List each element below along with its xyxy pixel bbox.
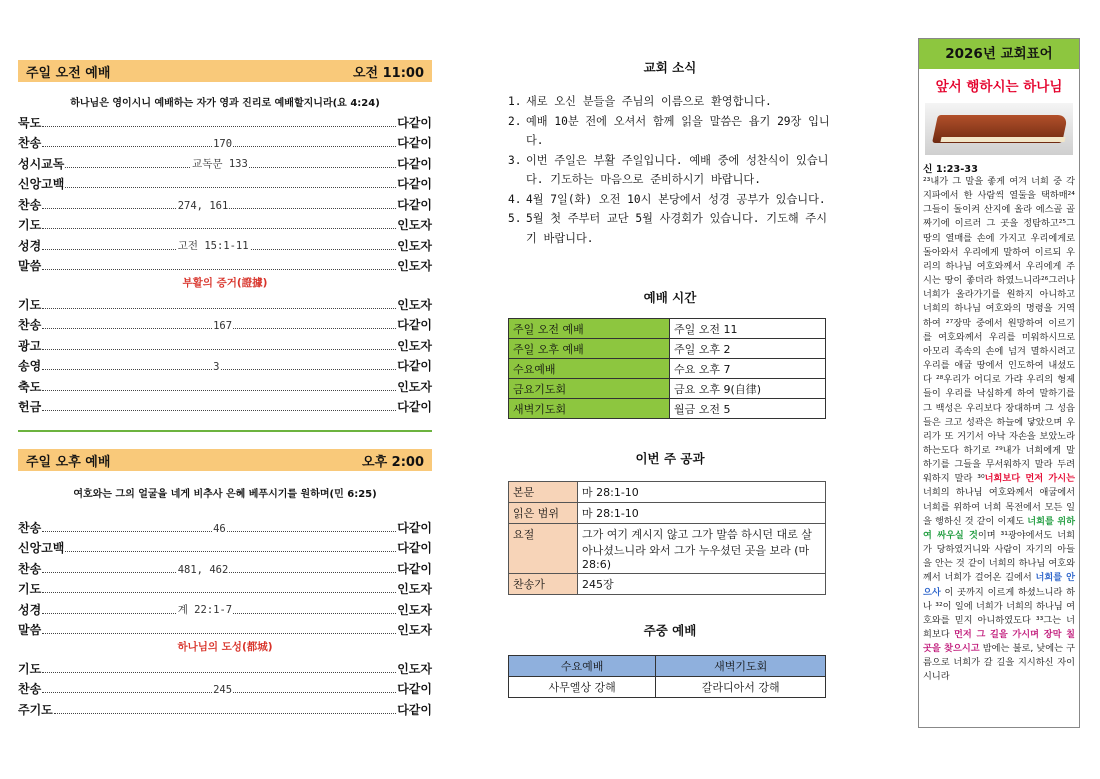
schedule-row [509, 399, 826, 419]
order-label: 성시교독 [18, 156, 65, 171]
news-number: 4. [508, 192, 522, 206]
order-label: 찬송 [18, 682, 42, 696]
dot-leader [42, 138, 396, 150]
lesson-row [509, 503, 826, 524]
weekday-value-dawn: 갈라디아서 강해 [656, 677, 826, 698]
order-leader: 인도자 [397, 218, 432, 232]
afternoon-order-list-1 [18, 515, 432, 638]
order-row [18, 213, 432, 234]
dot-leader [42, 409, 396, 411]
dot-leader [42, 684, 396, 696]
motto-panel [918, 38, 1080, 728]
afternoon-service-title: 주일 오후 예배 [26, 454, 111, 470]
scripture-reference: 신 1:23-33 [923, 164, 978, 175]
order-label: 말씀 [18, 623, 42, 637]
weekday-header-dawn: 새벽기도회 [656, 656, 826, 677]
news-item [508, 190, 832, 210]
order-leader: 인도자 [397, 623, 432, 637]
order-label: 축도 [18, 379, 42, 394]
order-label: 헌금 [18, 400, 42, 414]
order-label: 찬송 [18, 197, 42, 212]
schedule-time: 수요 오후 7 [670, 359, 826, 379]
afternoon-verse: 여호와는 그의 얼굴을 네게 비추사 은혜 베푸시기를 원하며(민 6:25) [73, 489, 377, 500]
schedule-row [509, 359, 826, 379]
news-item [508, 92, 832, 112]
dot-leader [42, 389, 396, 391]
news-item [508, 209, 832, 248]
order-label: 말씀 [18, 259, 42, 273]
news-text: 5월 첫 주부터 교단 5월 사경회가 있습니다. 기도해 주시기 바랍니다. [526, 212, 828, 245]
order-detail: 274, 161 [177, 199, 229, 212]
order-leader: 인도자 [397, 338, 432, 353]
dot-leader [42, 563, 396, 576]
lesson-key: 찬송가 [509, 574, 578, 595]
order-label: 송영 [18, 359, 42, 373]
schedule-title: 예배 시간 [643, 290, 697, 305]
order-row [18, 697, 432, 718]
lesson-key: 읽은 범위 [509, 503, 578, 524]
order-row [18, 577, 432, 598]
order-leader: 다같이 [397, 177, 432, 191]
lesson-key: 요절 [509, 524, 578, 574]
order-leader: 다같이 [397, 682, 432, 696]
order-detail: 계 22:1-7 [177, 603, 233, 616]
weekday-value-wednesday: 사무엘상 강해 [509, 677, 656, 698]
order-row [18, 515, 432, 536]
dot-leader [42, 320, 396, 332]
order-detail: 481, 462 [177, 563, 229, 576]
order-leader: 인도자 [397, 602, 432, 617]
news-item [508, 151, 832, 190]
scripture-text [923, 175, 1075, 685]
order-leader: 다같이 [397, 520, 432, 535]
news-title: 교회 소식 [643, 60, 697, 75]
dot-leader [54, 712, 396, 714]
order-leader: 다같이 [397, 541, 432, 555]
lesson-title: 이번 주 공과 [635, 451, 705, 466]
order-row [18, 233, 432, 254]
order-leader: 다같이 [397, 359, 432, 373]
section-divider [18, 430, 432, 432]
order-detail: 고전 15:1-11 [177, 239, 249, 252]
scripture-highlight-4: 먼저 그 길을 가시며 장막 칠 곳을 찾으시고 [923, 629, 1076, 655]
dot-leader [42, 603, 396, 616]
order-row [18, 536, 432, 557]
dot-leader [65, 550, 396, 552]
order-row [18, 618, 432, 639]
motto-year-title: 2026년 교회표어 [919, 39, 1079, 69]
order-leader: 다같이 [397, 197, 432, 212]
order-row [18, 292, 432, 313]
order-leader: 인도자 [397, 259, 432, 273]
info-column [508, 0, 832, 698]
order-row [18, 313, 432, 334]
order-leader: 인도자 [397, 379, 432, 394]
dot-leader [42, 348, 396, 350]
order-label: 성경 [18, 238, 42, 253]
order-leader: 인도자 [397, 238, 432, 253]
order-row [18, 110, 432, 131]
dot-leader [65, 157, 396, 170]
order-row [18, 172, 432, 193]
schedule-table [508, 318, 826, 419]
order-label: 기도 [18, 218, 42, 232]
dot-leader [42, 591, 396, 593]
weekday-title: 주중 예배 [643, 623, 697, 638]
order-label: 찬송 [18, 561, 42, 576]
order-row [18, 677, 432, 698]
dot-leader [42, 125, 396, 127]
dot-leader [42, 522, 396, 535]
order-label: 묵도 [18, 115, 42, 130]
lesson-row [509, 524, 826, 574]
news-text: 이번 주일은 부활 주일입니다. 예배 중에 성찬식이 있습니다. 기도하는 마음으로 준비하시기 바랍니다. [526, 153, 829, 186]
order-leader: 다같이 [397, 318, 432, 332]
schedule-time: 주일 오후 2 [670, 339, 826, 359]
order-leader: 다같이 [397, 561, 432, 576]
morning-verse: 하나님은 영이시니 예배하는 자가 영과 진리로 예배할지니라(요 4:24) [70, 98, 380, 109]
order-label: 찬송 [18, 318, 42, 332]
scripture-highlight-2: 너희를 위하여 싸우실 것 [923, 515, 1076, 541]
schedule-service: 주일 오후 예배 [509, 339, 670, 359]
order-leader: 다같이 [397, 136, 432, 150]
news-number: 5. [508, 212, 522, 225]
lesson-table [508, 481, 826, 595]
scripture-part-3: 이며 ³¹광야에서도 너희가 당하였거니와 사람이 자기의 아들을 안는 것 같이 너희의 하나님 여호와께서 너희가 걸어온 길에서 [923, 529, 1075, 584]
lesson-value: 마 28:1-10 [578, 503, 826, 524]
order-label: 신앙고백 [18, 541, 65, 555]
news-text: 예배 10분 전에 오셔서 함께 읽을 말씀은 욥기 29장 입니다. [526, 114, 830, 147]
scripture-highlight-1: 너희보다 먼저 가시는 [984, 473, 1075, 485]
order-row [18, 254, 432, 275]
news-text: 4월 7일(화) 오전 10시 본당에서 성경 공부가 있습니다. [526, 192, 826, 206]
order-leader: 다같이 [397, 115, 432, 130]
news-number: 2. [508, 114, 522, 128]
order-label: 성경 [18, 602, 42, 617]
order-detail: 170 [213, 138, 233, 150]
order-row [18, 192, 432, 213]
dot-leader [42, 632, 396, 634]
scripture-part-2: 너희의 하나님 여호와께서 애굽에서 너희를 위하여 너희 목전에서 모든 일을 행하신 것 같이 이제도 [923, 487, 1075, 527]
schedule-time: 월금 오전 5 [670, 399, 826, 419]
dot-leader [42, 239, 396, 252]
order-row [18, 374, 432, 395]
morning-order-list-1 [18, 110, 432, 274]
schedule-row [509, 319, 826, 339]
order-label: 주기도 [18, 702, 53, 717]
order-row [18, 151, 432, 172]
morning-service-title: 주일 오전 예배 [26, 65, 111, 81]
order-leader: 인도자 [397, 297, 432, 312]
order-label: 찬송 [18, 520, 42, 535]
news-list [508, 92, 832, 248]
schedule-service: 주일 오전 예배 [509, 319, 670, 339]
schedule-time: 주일 오전 11 [670, 319, 826, 339]
order-row [18, 354, 432, 375]
order-detail: 3 [213, 361, 220, 373]
lesson-row [509, 482, 826, 503]
order-row [18, 333, 432, 354]
afternoon-sermon-title: 하나님의 도성(都城) [177, 641, 273, 653]
lesson-value: 마 28:1-10 [578, 482, 826, 503]
morning-service-time: 오전 11:00 [352, 65, 424, 81]
afternoon-order-list-2 [18, 656, 432, 718]
news-item [508, 112, 832, 151]
afternoon-service-time: 오후 2:00 [362, 454, 424, 470]
lesson-value: 그가 여기 계시지 않고 그가 말씀 하시던 대로 살아나셨느니라 와서 그가 누우셨던 곳을 보라 (마 28:6) [578, 524, 826, 574]
schedule-service: 새벽기도회 [509, 399, 670, 419]
order-leader: 인도자 [397, 661, 432, 676]
dot-leader [42, 361, 396, 373]
order-row [18, 395, 432, 416]
order-row [18, 131, 432, 152]
afternoon-service-banner [18, 449, 432, 471]
lesson-key: 본문 [509, 482, 578, 503]
dot-leader [42, 671, 396, 673]
news-number: 3. [508, 153, 522, 167]
schedule-row [509, 379, 826, 399]
lesson-row [509, 574, 826, 595]
news-text: 새로 오신 분들을 주님의 이름으로 환영합니다. [526, 95, 772, 108]
bible-image [925, 103, 1073, 155]
order-row [18, 597, 432, 618]
schedule-service: 수요예배 [509, 359, 670, 379]
motto-text: 앞서 행하시는 하나님 [935, 79, 1063, 95]
dot-leader [42, 227, 396, 229]
order-leader: 다같이 [397, 702, 432, 717]
order-row [18, 556, 432, 577]
order-row [18, 656, 432, 677]
scripture-part-1: ²³내가 그 말을 좋게 여겨 너희 중 각 지파에서 한 사람씩 열둘을 택하매²⁴그들이 돌이켜 산지에 올라 에스골 골짜기에 이르러 그 곳을 정탐하고²⁵그 땅의 열매를 손에 가지고 우리에게로 돌아와서 우리에게 말하여 이르되 우리의 하나님 여호와께서 우리에게 주시는 땅이 좋더라 하였느니라²⁶그러나 너희가 올라가기를 원하지 아니하고 너희의 하나님 여호와의 명령을 거역하여 ²⁷장막 중에서 원망하여 이르기를 여호와께서 우리를 미워하시므로 아모리 족속의 손에 넘겨 멸하시려고 우리를 애굽 땅에서 인도하여 내셨도다 ²⁸우리가 어디로 가랴 우리의 형제들이 우리를 낙심하게 하여 말하기를 그 백성은 우리보다 장대하며 그 성읍들은 크고 성곽은 하늘에 닿았으며 우리가 또 거기서 아낙 자손을 보았노라 하는도다 하기로 ²⁹내가 너희에게 말하기를 그들을 무서워하지 말라 두려워하지 말라 ³⁰ [923, 176, 1075, 485]
dot-leader [42, 307, 396, 309]
schedule-service: 금요기도회 [509, 379, 670, 399]
scripture-part-4: 이 곳까지 이르게 하셨느니라 하나 ³²이 일에 너희가 너희의 하나님 여호와를 믿지 아니하였도다 ³³그는 너희보다 [923, 586, 1075, 640]
order-label: 기도 [18, 297, 42, 312]
weekday-header-wednesday: 수요예배 [509, 656, 656, 677]
order-label: 찬송 [18, 136, 42, 150]
order-detail: 교독문 133 [192, 157, 248, 170]
scripture-highlight-3: 너희를 안으사 [923, 572, 1075, 598]
order-leader: 다같이 [397, 400, 432, 414]
order-detail: 46 [213, 522, 226, 535]
order-label: 기도 [18, 661, 42, 676]
schedule-time: 금요 오후 9(自律) [670, 379, 826, 399]
order-leader: 인도자 [397, 582, 432, 596]
order-detail: 167 [213, 320, 233, 332]
schedule-row [509, 339, 826, 359]
scripture-part-5: 밤에는 불로, 낮에는 구름으로 너희가 갈 길을 지시하신 자이시니라 [923, 643, 1075, 683]
dot-leader [42, 268, 396, 270]
morning-sermon-title: 부활의 증거(證據) [182, 277, 268, 289]
dot-leader [42, 199, 396, 212]
order-leader: 다같이 [397, 156, 432, 171]
order-detail: 245 [213, 684, 233, 696]
weekday-table [508, 655, 826, 698]
dot-leader [65, 186, 396, 188]
news-number: 1. [508, 95, 522, 108]
order-label: 기도 [18, 582, 42, 596]
order-label: 광고 [18, 338, 42, 353]
lesson-value: 245장 [578, 574, 826, 595]
order-label: 신앙고백 [18, 177, 65, 191]
morning-order-list-2 [18, 292, 432, 415]
worship-order-column [18, 0, 432, 718]
morning-service-banner [18, 60, 432, 82]
